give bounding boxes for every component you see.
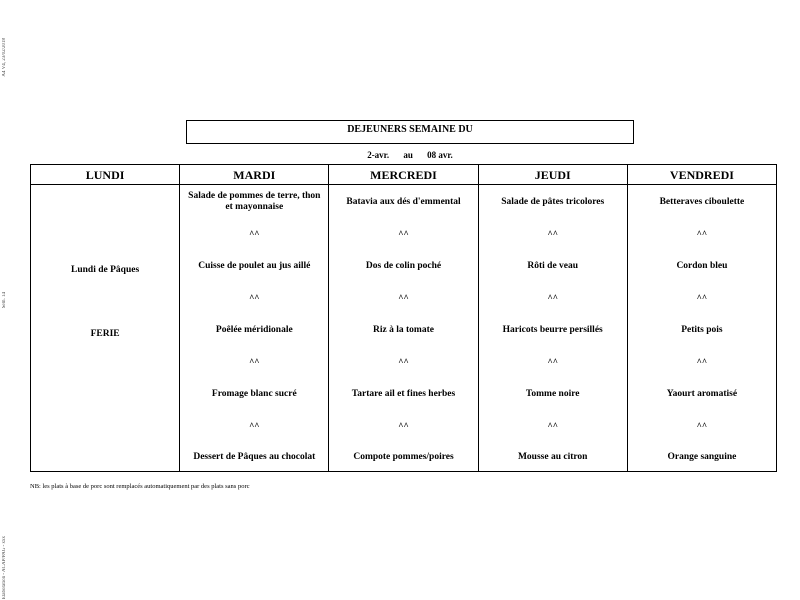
- menu-item: Mousse au citron: [517, 452, 588, 462]
- menu-separator: ^^: [547, 357, 558, 367]
- menu-item: Haricots beurre persillés: [502, 325, 603, 335]
- page-title: DEJEUNERS SEMAINE DU: [347, 124, 473, 135]
- menu-separator: ^^: [249, 357, 260, 367]
- menu-item: Riz à la tomate: [373, 325, 434, 335]
- menu-item: Rôti de veau: [527, 261, 579, 271]
- day-header-mardi: MARDI: [180, 165, 328, 185]
- menu-item: Betteraves ciboulette: [659, 197, 745, 207]
- date-from: 2-avr.: [367, 150, 390, 160]
- menu-item: FERIE: [90, 329, 120, 339]
- day-body-jeudi: [479, 185, 627, 471]
- menu-separator: ^^: [547, 421, 558, 431]
- day-column-jeudi: [478, 165, 627, 471]
- menu-separator: ^^: [696, 293, 708, 303]
- side-label-middle: Sem. 14: [2, 292, 7, 309]
- menu-item: Salade de pommes de terre, thon et mayonnaise: [188, 191, 321, 212]
- menu-separator: ^^: [547, 229, 558, 239]
- menu-separator: ^^: [547, 293, 558, 303]
- menu-item: Dessert de Pâques au chocolat: [193, 452, 316, 462]
- menu-item: Lundi de Pâques: [71, 265, 140, 275]
- side-label-bottom: Elaboration - ACAP/PAG - xxx: [2, 536, 7, 600]
- day-body-mercredi: [329, 185, 477, 471]
- day-column-vendredi: [627, 165, 776, 471]
- menu-item: Tartare ail et fines herbes: [351, 389, 456, 399]
- menu-separator: ^^: [398, 357, 409, 367]
- menu-separator: ^^: [696, 421, 708, 431]
- day-header-lundi: LUNDI: [31, 165, 179, 185]
- date-to: 08 avr.: [427, 150, 453, 160]
- menu-separator: ^^: [249, 293, 260, 303]
- day-header-vendredi: VENDREDI: [628, 165, 776, 185]
- menu-item: Yaourt aromatisé: [666, 389, 738, 399]
- day-column-mercredi: [328, 165, 477, 471]
- menu-separator: ^^: [696, 229, 708, 239]
- menu-separator: ^^: [696, 357, 708, 367]
- menu-item: Batavia aux dés d'emmental: [346, 197, 461, 207]
- side-label-top: A4 V4, 23/02/2018: [2, 38, 7, 77]
- menu-item: Petits pois: [681, 325, 723, 335]
- day-header-jeudi: JEUDI: [479, 165, 627, 185]
- page-title-box: [186, 120, 634, 144]
- day-header-mercredi: MERCREDI: [329, 165, 477, 185]
- date-separator: au: [403, 150, 413, 160]
- day-body-lundi: [31, 185, 179, 471]
- menu-separator: ^^: [398, 293, 409, 303]
- menu-item: Orange sanguine: [667, 452, 737, 462]
- menu-separator: ^^: [249, 421, 260, 431]
- menu-item: Cordon bleu: [676, 261, 728, 271]
- menu-item: Tomme noire: [525, 389, 580, 399]
- menu-item: Poêlée méridionale: [215, 325, 293, 335]
- menu-item: Fromage blanc sucré: [211, 389, 297, 399]
- menu-item: Dos de colin poché: [365, 261, 442, 271]
- day-column-lundi: [31, 165, 179, 471]
- day-column-mardi: [179, 165, 328, 471]
- date-range: [186, 150, 634, 160]
- menu-item: Salade de pâtes tricolores: [501, 197, 605, 207]
- menu-table: [30, 164, 777, 472]
- menu-separator: ^^: [249, 229, 260, 239]
- day-body-mardi: [180, 185, 328, 471]
- menu-item: Cuisse de poulet au jus aillé: [198, 261, 311, 271]
- day-body-vendredi: [628, 185, 776, 471]
- footnote: NB: les plats à base de porc sont remplacés automatiquement par des plats sans porc: [30, 483, 250, 490]
- menu-separator: ^^: [398, 229, 409, 239]
- menu-item: Compote pommes/poires: [353, 452, 454, 462]
- menu-separator: ^^: [398, 421, 409, 431]
